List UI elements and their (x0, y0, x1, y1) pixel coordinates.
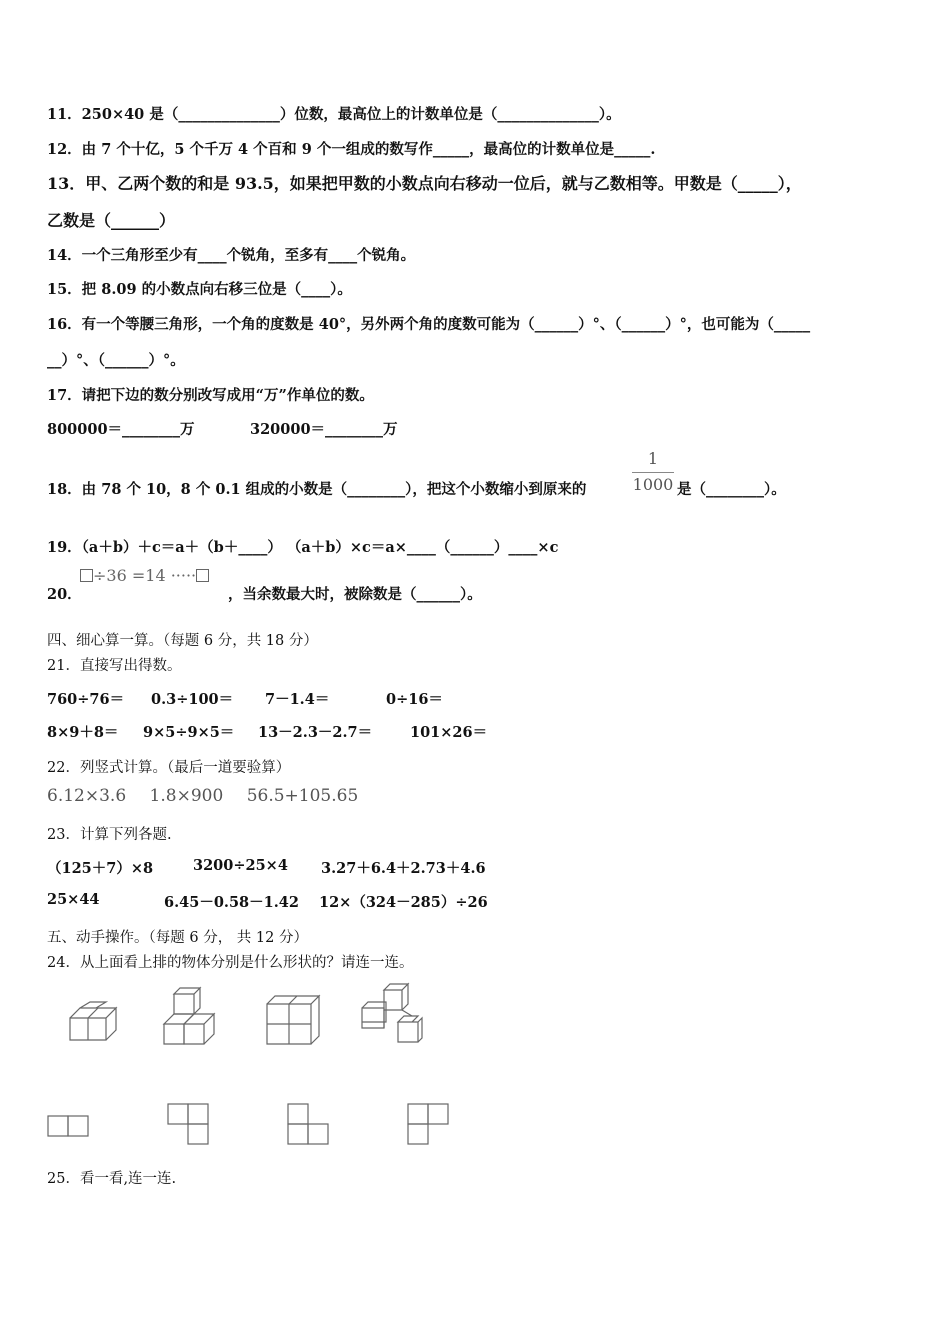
question-16-line1: 16．有一个等腰三角形，一个角的度数是 40°，另外两个角的度数可能为（______）°、（______）°，也可能为（_____ (47, 316, 811, 333)
question-16-line2: __）°、（______）°。 (47, 352, 185, 369)
remainder-box (196, 569, 209, 582)
q23-item: 3200÷25×4 (193, 857, 288, 874)
q21-item: 101×26＝ (410, 724, 488, 741)
q23-item: 12×（324－285）÷26 (319, 894, 488, 911)
dividend-box (80, 569, 93, 582)
q23-item: （125＋7）×8 (47, 860, 154, 877)
question-18-text: 18．由 78 个 10，8 个 0.1 组成的小数是（________），把这个小数缩小到原来的 (47, 481, 587, 498)
question-20-label: 20． (47, 586, 82, 603)
q23-item: 6.45－0.58－1.42 (164, 894, 299, 911)
section-4-title: 四、细心算一算。（每题 6 分，共 18 分） (47, 633, 318, 649)
question-25: 25．看一看,连一连. (47, 1171, 177, 1187)
question-24: 24．从上面看上排的物体分别是什么形状的？请连一连。 (47, 955, 414, 971)
top-view-l-shape-left-icon (286, 1102, 332, 1148)
q22-item: 56.5+105.65 (246, 786, 359, 806)
top-view-two-squares-icon (46, 1114, 92, 1140)
q21-item: 760÷76＝ (47, 691, 125, 708)
q21-item: 9×5÷9×5＝ (143, 724, 235, 741)
q21-item: 8×9＋8＝ (47, 724, 119, 741)
fraction-numerator: 1 (647, 449, 659, 468)
fraction-denominator: 1000 (632, 475, 674, 494)
question-20-text: ，当余数最大时，被除数是（______）。 (228, 586, 482, 603)
question-21: 21．直接写出得数。 (47, 658, 182, 674)
q21-item: 0÷16＝ (386, 691, 443, 708)
question-15: 15．把 8.09 的小数点向右移三位是（____）。 (47, 281, 352, 298)
division-expression: ÷36 =14 ····· (93, 566, 197, 585)
fraction-bar (632, 472, 674, 473)
cube-stack-step-icon (356, 980, 426, 1046)
q23-item: 3.27＋6.4＋2.73＋4.6 (321, 860, 486, 877)
q21-item: 0.3÷100＝ (151, 691, 234, 708)
question-17: 17．请把下边的数分别改写成用“万”作单位的数。 (47, 387, 374, 404)
q23-item: 25×44 (47, 891, 100, 908)
question-14: 14．一个三角形至少有____个锐角，至多有____个锐角。 (47, 247, 416, 264)
q22-expressions (47, 786, 376, 806)
cube-stack-two-by-two-icon (66, 1000, 126, 1045)
question-13-line1: 13．甲、乙两个数的和是 93.5，如果把甲数的小数点向右移动一位后，就与乙数相等。甲数是（_____）， (47, 174, 802, 193)
question-19: 19．（a＋b）＋c＝a＋（b＋____） （a＋b）×c＝a×____（______）____×c (47, 539, 559, 556)
q22-item: 1.8×900 (149, 786, 224, 806)
question-18-tail: 是（________）。 (677, 481, 786, 498)
cube-stack-four-cube-icon (264, 992, 322, 1048)
cube-stack-l-shape-icon (160, 986, 226, 1048)
fraction-one-thousandth (632, 448, 674, 495)
q22-item: 6.12×3.6 (47, 786, 127, 806)
division-with-remainder-expression (80, 566, 209, 585)
question-17-item-2: 320000＝________万 (250, 421, 398, 438)
question-23: 23．计算下列各题. (47, 827, 172, 843)
section-5-title: 五、动手操作。（每题 6 分， 共 12 分） (47, 930, 308, 946)
question-17-item-1: 800000＝________万 (47, 421, 195, 438)
question-12: 12．由 7 个十亿，5 个千万 4 个百和 9 个一组成的数写作_____，最高位的计数单位是_____. (47, 141, 656, 158)
q21-item: 13－2.3－2.7＝ (258, 724, 373, 741)
question-22: 22．列竖式计算。（最后一道要验算） (47, 760, 291, 776)
top-view-l-shape-top-icon (406, 1102, 452, 1148)
q21-item: 7－1.4＝ (265, 691, 330, 708)
question-11: 11．250×40 是（______________）位数，最高位上的计数单位是（______________）。 (47, 106, 621, 123)
question-13-line2: 乙数是（______） (47, 211, 176, 230)
top-view-l-shape-right-icon (166, 1102, 212, 1148)
